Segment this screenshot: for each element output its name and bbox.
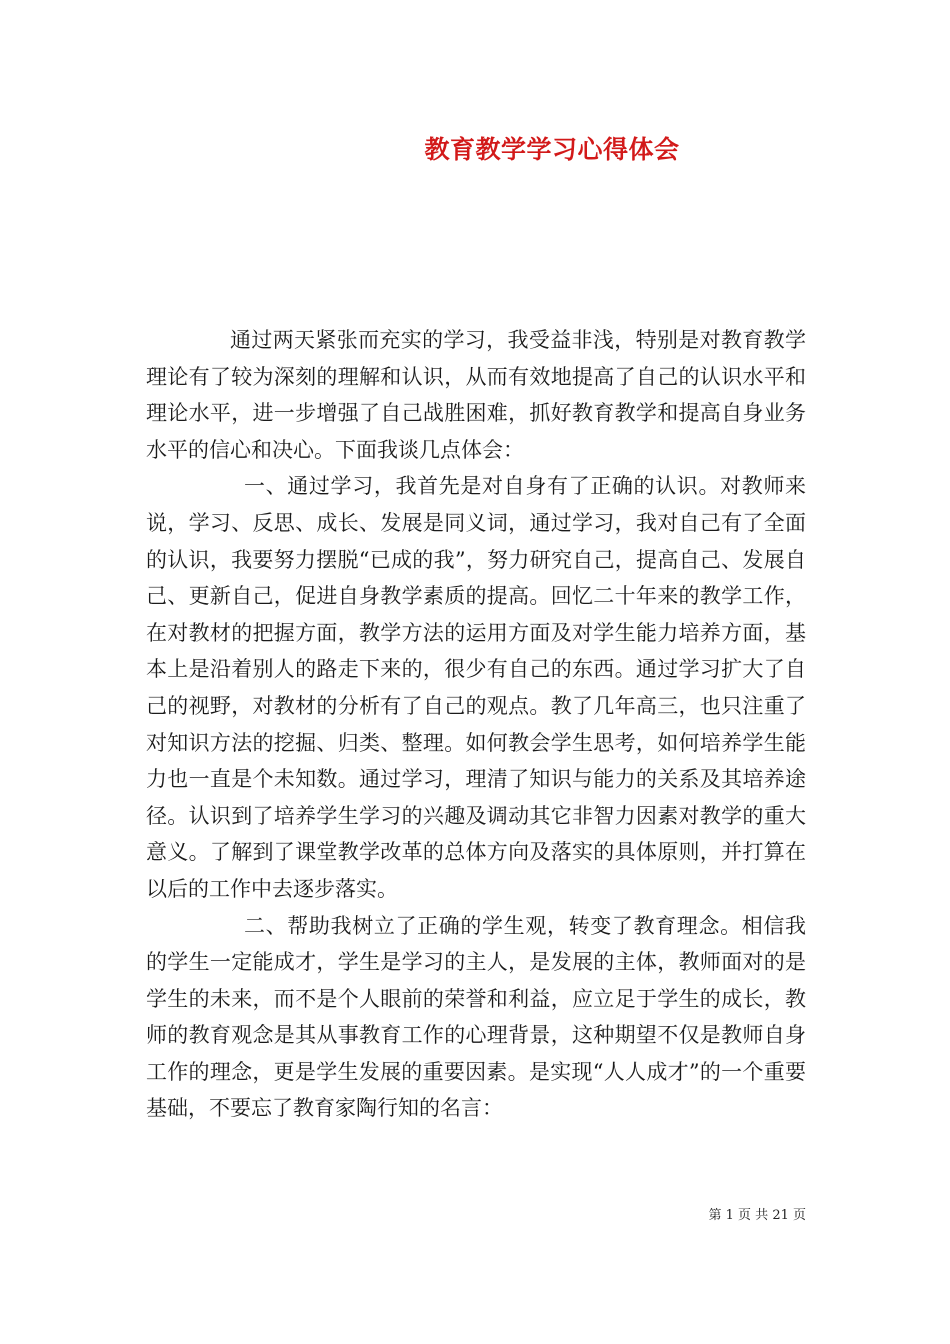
document-title: 教育教学学习心得体会	[424, 135, 680, 164]
paragraph-point-one: 一、通过学习，我首先是对自身有了正确的认识。对教师来说，学习、反思、成长、发展是同义词，通过学习，我对自己有了全面的认识，我要努力摆脱“已成的我”，努力研究自己，提高自己、发展自己、更新自己，促进自身教学素质的提高。回忆二十年来的教学工作，在对教材的把握方面，教学方法的运用方面及对学生能力培养方面，基本上是沿着别人的路走下来的，很少有自己的东西。通过学习扩大了自己的视野，对教材的分析有了自己的观点。教了几年高三，也只注重了对知识方法的挖掘、归类、整理。如何教会学生思考，如何培养学生能力也一直是个未知数。通过学习，理清了知识与能力的关系及其培养途径。认识到了培养学生学习的兴趣及调动其它非智力因素对教学的重大意义。了解到了课堂教学改革的总体方向及落实的具体原则，并打算在以后的工作中去逐步落实。	[146, 474, 806, 901]
paragraph-intro: 通过两天紧张而充实的学习，我受益非浅，特别是对教育教学理论有了较为深刻的理解和认识，从而有效地提高了自己的认识水平和理论水平，进一步增强了自己战胜困难，抓好教育教学和提高自身业务水平的信心和决心。下面我谈几点体会：	[146, 328, 806, 462]
page-number-footer: 第 1 页 共 21 页	[708, 1208, 806, 1223]
document-body	[146, 322, 806, 1127]
paragraph-point-two: 二、帮助我树立了正确的学生观，转变了教育理念。相信我的学生一定能成才，学生是学习的主人，是发展的主体，教师面对的是学生的未来，而不是个人眼前的荣誉和利益，应立足于学生的成长，教师的教育观念是其从事教育工作的心理背景，这种期望不仅是教师自身工作的理念，更是学生发展的重要因素。是实现“人人成才”的一个重要基础，不要忘了教育家陶行知的名言：	[146, 913, 806, 1121]
